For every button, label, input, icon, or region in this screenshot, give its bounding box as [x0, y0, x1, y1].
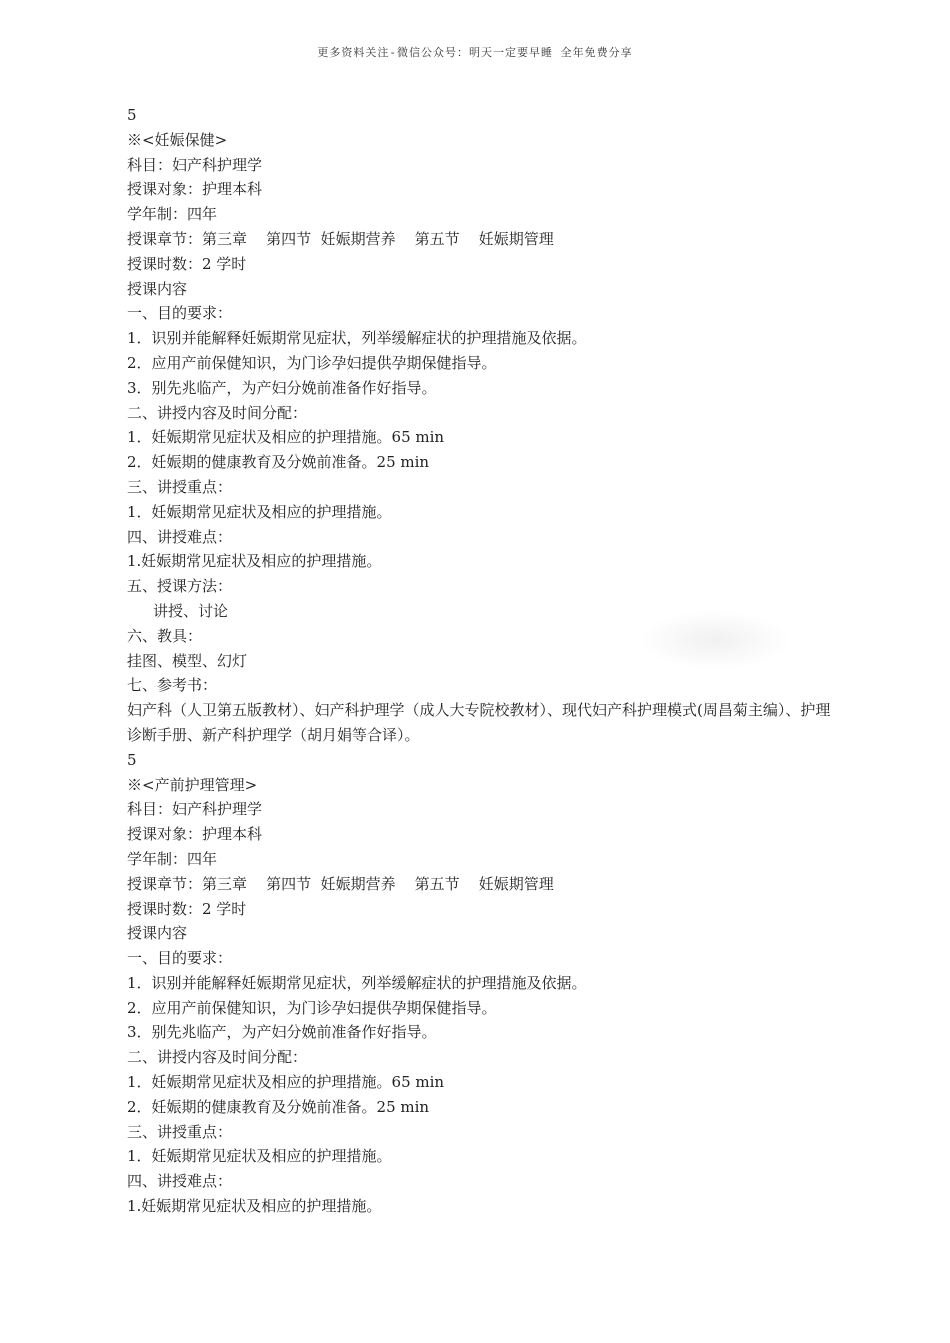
section-1-years: 学年制：四年 — [127, 205, 218, 224]
section-1-difficult-item: 1.妊娠期常见症状及相应的护理措施。 — [127, 552, 382, 571]
section-2-time-heading: 二、讲授内容及时间分配： — [127, 1048, 308, 1067]
section-1-difficult-heading: 四、讲授难点： — [127, 527, 233, 546]
section-2-goal-item: 2．应用产前保健知识，为门诊孕妇提供孕期保健指导。 — [127, 998, 497, 1017]
section-1-tools: 挂图、模型、幻灯 — [127, 651, 248, 670]
section-2-subject: 科目：妇产科护理学 — [127, 800, 263, 819]
section-1-chapter: 授课章节：第三章 第四节 妊娠期营养 第五节 妊娠期管理 — [127, 229, 554, 248]
section-2-difficult-heading: 四、讲授难点： — [127, 1172, 233, 1191]
section-1-key-item: 1．妊娠期常见症状及相应的护理措施。 — [127, 502, 392, 521]
section-1-key-heading: 三、讲授重点： — [127, 477, 233, 496]
section-2-content-heading: 授课内容 — [127, 924, 188, 943]
document-body — [127, 103, 837, 1219]
section-2-audience: 授课对象：护理本科 — [127, 825, 263, 844]
section-1-goal-item: 1．识别并能解释妊娠期常见症状，列举缓解症状的护理措施及依据。 — [127, 329, 587, 348]
section-2-chapter: 授课章节：第三章 第四节 妊娠期营养 第五节 妊娠期管理 — [127, 874, 554, 893]
section-1-tools-heading: 六、教具： — [127, 626, 203, 645]
section-2-goals-heading: 一、目的要求： — [127, 949, 233, 968]
section-1-hours: 授课时数：2 学时 — [127, 254, 247, 273]
section-1-title: ※<妊娠保健> — [127, 130, 228, 149]
page-header: 更多资料关注-微信公众号：明天一定要早睡 全年免费分享 — [317, 46, 633, 59]
section-2-goal-item: 3．别先兆临产，为产妇分娩前准备作好指导。 — [127, 1023, 437, 1042]
section-1-time-item: 1．妊娠期常见症状及相应的护理措施。65 min — [127, 428, 445, 447]
section-1-refs-heading: 七、参考书： — [127, 676, 218, 695]
section-1-subject: 科目：妇产科护理学 — [127, 155, 263, 174]
section-2-title: ※<产前护理管理> — [127, 775, 258, 794]
section-1-method-heading: 五、授课方法： — [127, 577, 233, 596]
section-1-time-heading: 二、讲授内容及时间分配： — [127, 403, 308, 422]
section-2-number: 5 — [127, 750, 137, 769]
section-2-years: 学年制：四年 — [127, 849, 218, 868]
section-1-audience: 授课对象：护理本科 — [127, 180, 263, 199]
section-1-goals-heading: 一、目的要求： — [127, 304, 233, 323]
section-2-key-item: 1．妊娠期常见症状及相应的护理措施。 — [127, 1147, 392, 1166]
section-2-time-item: 1．妊娠期常见症状及相应的护理措施。65 min — [127, 1073, 445, 1092]
section-2-difficult-item: 1.妊娠期常见症状及相应的护理措施。 — [127, 1197, 382, 1216]
section-2-goal-item: 1．识别并能解释妊娠期常见症状，列举缓解症状的护理措施及依据。 — [127, 973, 587, 992]
section-1-goal-item: 3．别先兆临产，为产妇分娩前准备作好指导。 — [127, 378, 437, 397]
section-2-key-heading: 三、讲授重点： — [127, 1122, 233, 1141]
section-1-method: 讲授、讨论 — [153, 601, 229, 620]
section-1-number: 5 — [127, 106, 137, 124]
section-1-content-heading: 授课内容 — [127, 279, 188, 298]
section-1-time-item: 2．妊娠期的健康教育及分娩前准备。25 min — [127, 453, 430, 472]
section-1-refs: 妇产科（人卫第五版教材）、妇产科护理学（成人大专院校教材）、现代妇产科护理模式(周昌菊主编）、护理诊断手册、新产科护理学（胡月娟等合译）。 — [127, 701, 831, 744]
section-2-time-item: 2．妊娠期的健康教育及分娩前准备。25 min — [127, 1097, 430, 1116]
section-1-goal-item: 2．应用产前保健知识，为门诊孕妇提供孕期保健指导。 — [127, 353, 497, 372]
section-2-hours: 授课时数：2 学时 — [127, 899, 247, 918]
